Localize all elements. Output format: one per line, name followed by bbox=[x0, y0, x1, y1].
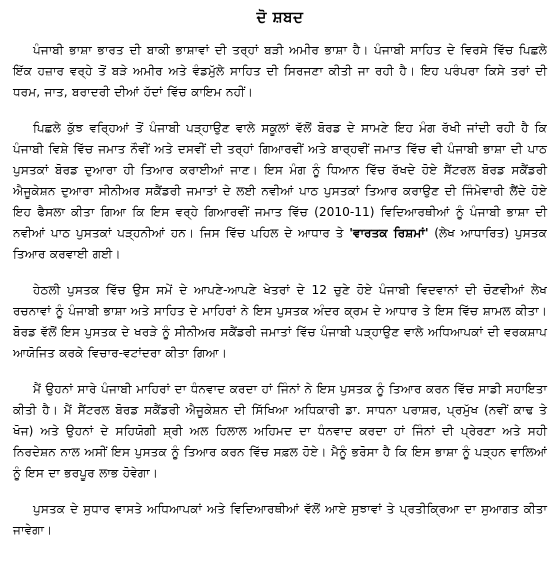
paragraph-3: ਹੇਠਲੀ ਪੁਸਤਕ ਵਿੱਚ ਉਸ ਸਮੇਂ ਦੇ ਆਪਣੇ-ਆਪਣੇ ਖੇਤਰਾਂ ਦੇ 12 ਚੁਣੇ ਹੋਏ ਪੰਜਾਬੀ ਵਿਦਵਾਨਾਂ ਦੀ ਚੋਣਵੀਆਂ ਲੇਖ ਰਚਨਾਵਾਂ ਨੂੰ ਪੰਜਾਬੀ ਭਾਸ਼ਾ ਅਤੇ ਸਾਹਿਤ ਦੇ ਮਾਹਿਰਾਂ ਨੇ ਇਸ ਪੁਸਤਕ ਅੰਦਰ ਕ੍ਰਮ ਦੇ ਆਧਾਰ ਤੇ ਇਸ ਵਿੱਚ ਸ਼ਾਮਲ ਕੀਤਾ। ਬੋਰਡ ਵੱਲੋਂ ਇਸ ਪੁਸਤਕ ਦੇ ਖਰੜੇ ਨੂੰ ਸੀਨੀਅਰ ਸਕੈਂਡਰੀ ਜਮਾਤਾਂ ਵਿੱਚ ਪੰਜਾਬੀ ਪੜ੍ਹਾਉਣ ਵਾਲੇ ਅਧਿਆਪਕਾਂ ਦੀ ਵਰਕਸ਼ਾਪ ਆਯੋਜਿਤ ਕਰਕੇ ਵਿਚਾਰ-ਵਟਾਂਦਰਾ ਕੀਤਾ ਗਿਆ। bbox=[13, 283, 547, 360]
page-title: ਦੋ ਸ਼ਬਦ bbox=[256, 8, 304, 26]
paragraph-2-text-before: ਪਿਛਲੇ ਕੁੱਝ ਵਰ੍ਹਿਆਂ ਤੋਂ ਪੰਜਾਬੀ ਪੜ੍ਹਾਉਣ ਵਾਲੇ ਸਕੂਲਾਂ ਵੱਲੋਂ ਬੋਰਡ ਦੇ ਸਾਮਣੇ ਇਹ ਮੰਗ ਰੱਖੀ ਜਾਂਦੀ ਰਹੀ ਹੈ ਕਿ ਪੰਜਾਬੀ ਵਿਸ਼ੇ ਵਿੱਚ ਜਮਾਤ ਨੌਵੀਂ ਅਤੇ ਦਸਵੀਂ ਦੀ ਤਰ੍ਹਾਂ ਗਿਆਰਵੀਂ ਅਤੇ ਬਾਰ੍ਹਵੀਂ ਜਮਾਤ ਵਿੱਚ ਵੀ ਪੰਜਾਬੀ ਭਾਸ਼ਾ ਦੀ ਪਾਠ ਪੁਸਤਕਾਂ ਬੋਰਡ ਦੁਆਰਾ ਹੀ ਤਿਆਰ ਕਰਾਈਆਂ ਜਾਣ। ਇਸ ਮੰਗ ਨੂੰ ਧਿਆਨ ਵਿੱਚ ਰੱਖਦੇ ਹੋਏ ਸੈਂਟਰਲ ਬੋਰਡ ਸਕੈਂਡਰੀ ਐਜੂਕੇਸ਼ਨ ਦੁਆਰਾ ਸੀਨੀਅਰ ਸਕੈਂਡਰੀ ਜਮਾਤਾਂ ਦੇ ਲਈ ਨਵੀਆਂ ਪਾਠ ਪੁਸਤਕਾਂ ਤਿਆਰ ਕਰਾਉਣ ਦੀ ਜਿੰਮੇਵਾਰੀ ਲੈਂਦੇ ਹੋਏ ਇਹ ਫੈਸਲਾ ਕੀਤਾ ਗਿਆ ਕਿ ਇਸ ਵਰ੍ਹੇ ਗਿਆਰਵੀਂ ਜਮਾਤ ਵਿੱਚ (2010-11) ਵਿਦਿਆਰਥੀਆਂ ਨੂੰ ਪੰਜਾਬੀ ਭਾਸ਼ਾ ਦੀ ਨਵੀਆਂ ਪਾਠ ਪੁਸਤਕਾਂ ਪੜ੍ਹਨੀਆਂ ਹਨ। ਜਿਸ ਵਿੱਚ ਪਹਿਲ ਦੇ ਆਧਾਰ ਤੇ bbox=[13, 121, 547, 240]
paragraph-2 bbox=[13, 118, 547, 265]
paragraph-5: ਪੁਸਤਕ ਦੇ ਸੁਧਾਰ ਵਾਸਤੇ ਅਧਿਆਪਕਾਂ ਅਤੇ ਵਿਦਿਆਰਥੀਆਂ ਵੱਲੋਂ ਆਏ ਸੁਝਾਵਾਂ ਤੇ ਪ੍ਰਤੀਕ੍ਰਿਆ ਦਾ ਸੁਆਗਤ ਕੀਤਾ ਜਾਵੇਗਾ। bbox=[13, 502, 547, 537]
book-title-bold: 'ਵਾਰਤਕ ਰਿਸ਼ਮਾਂ' bbox=[349, 226, 429, 240]
paragraph-2-text-after: (ਲੇਖ ਆਧਾਰਿਤ) ਪੁਸਤਕ ਤਿਆਰ ਕਰਵਾਈ ਗਈ। bbox=[13, 226, 547, 261]
paragraph-1: ਪੰਜਾਬੀ ਭਾਸ਼ਾ ਭਾਰਤ ਦੀ ਬਾਕੀ ਭਾਸ਼ਾਵਾਂ ਦੀ ਤਰ੍ਹਾਂ ਬੜੀ ਅਮੀਰ ਭਾਸ਼ਾ ਹੈ। ਪੰਜਾਬੀ ਸਾਹਿਤ ਦੇ ਵਿਰਸੇ ਵਿੱਚ ਪਿਛਲੇ ਇੱਕ ਹਜ਼ਾਰ ਵਰ੍ਹੇ ਤੋਂ ਬੜੇ ਅਮੀਰ ਅਤੇ ਵੰਡਮੁੱਲੇ ਸਾਹਿਤ ਦੀ ਸਿਰਜਣਾ ਕੀਤੀ ਜਾ ਰਹੀ ਹੈ। ਇਹ ਪਰੰਪਰਾ ਕਿਸੇ ਤਰਾਂ ਦੀ ਧਰਮ, ਜਾਤ, ਬਰਾਦਰੀ ਦੀਆਂ ਹੱਦਾਂ ਵਿੱਚ ਕਾਇਮ ਨਹੀਂ। bbox=[13, 43, 547, 99]
paragraph-4: ਮੈਂ ਉਹਨਾਂ ਸਾਰੇ ਪੰਜਾਬੀ ਮਾਹਿਰਾਂ ਦਾ ਧੰਨਵਾਦ ਕਰਦਾ ਹਾਂ ਜਿੰਨਾਂ ਨੇ ਇਸ ਪੁਸਤਕ ਨੂੰ ਤਿਆਰ ਕਰਨ ਵਿੱਚ ਸਾਡੀ ਸਹਾਇਤਾ ਕੀਤੀ ਹੈ। ਮੈਂ ਸੈਂਟਰਲ ਬੋਰਡ ਸਕੈਂਡਰੀ ਐਜੂਕੇਸ਼ਨ ਦੀ ਸਿੱਖਿਆ ਅਧਿਕਾਰੀ ਡਾ. ਸਾਧਨਾ ਪਰਾਸ਼ਰ, ਪ੍ਰਮੁੱਖ (ਨਵੀਂ ਕਾਢ ਤੇ ਖੋਜ) ਅਤੇ ਉਹਨਾਂ ਦੇ ਸਹਿਯੋਗੀ ਸ਼੍ਰੀ ਅਲ ਹਿਲਾਲ ਅਹਿਮਦ ਦਾ ਧੰਨਵਾਦ ਕਰਦਾ ਹਾਂ ਜਿੰਨਾਂ ਦੀ ਪ੍ਰੇਰਣਾ ਅਤੇ ਸਹੀ ਨਿਰਦੇਸ਼ਨ ਨਾਲ ਅਸੀਂ ਇਸ ਪੁਸਤਕ ਨੂੰ ਤਿਆਰ ਕਰਨ ਵਿੱਚ ਸਫ਼ਲ ਹੋਏ। ਮੈਨੂੰ ਭਰੋਸਾ ਹੈ ਕਿ ਇਸ ਭਾਸ਼ਾ ਨੂੰ ਪੜ੍ਹਨ ਵਾਲਿਆਂ ਨੂੰ ਇਸ ਦਾ ਭਰਪੂਰ ਲਾਭ ਹੋਵੇਗਾ। bbox=[13, 382, 547, 480]
